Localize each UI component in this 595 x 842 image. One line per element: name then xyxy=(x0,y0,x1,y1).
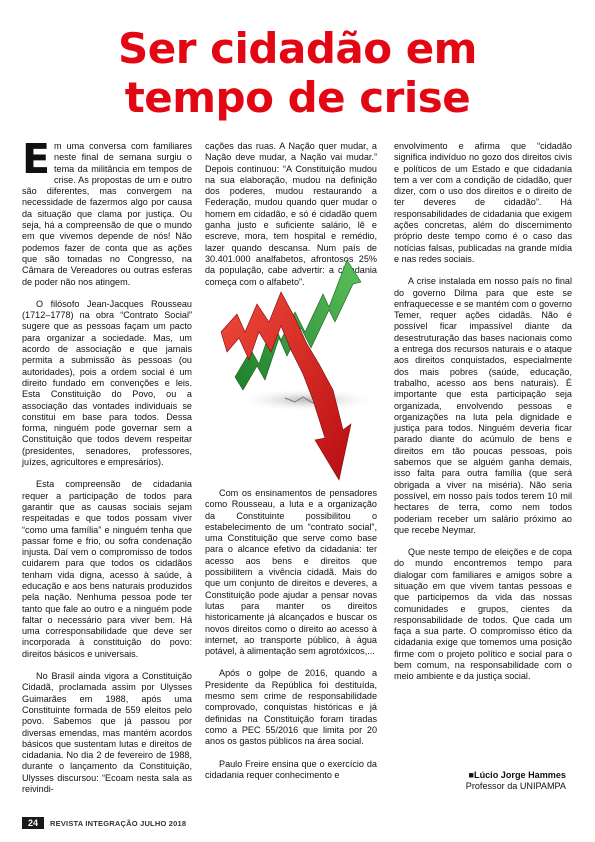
paragraph: A crise instalada em nosso país no final do governo Dilma para que este se enfraquecesse e se mantém com o governo Temer, requer ações cidadãs. Não é possível ficar impassível diante da desestruturação das bases nacionais como a entrega dos recursos naturais e o ataque aos direitos conquistados, especialmente dos mais pobres (saúde, educação, trabalho, acesso aos bens naturais). É importante que esta participação seja organizada, envolvendo pessoas e organizações na luta pela dignidade e justiça para todos. Ninguém deveria ficar parado diante do acúmulo de bens e direitos em tão poucas pessoas, pois sabemos que se alguém ganha demais, isso falta para outra família (que será obrigada a viver na miséria). Não seria possível, em nosso país todos terem 10 mil hectares de terra, como nem todos poderiam receber um salário próximo ao que recebe Neymar. xyxy=(394,276,572,535)
author-name: Lúcio Jorge Hammes xyxy=(474,770,566,780)
paragraph: envolvimento e afirma que “cidadão significa indivíduo no gozo dos direitos civis e políticos de um Estado e que cidadania tem a ver com a condição de cidadão, quer dizer, com o uso dos direitos e o direito de ter deveres de cidadão”. Há responsabilidades de cidadania que exigem ações concretas, além do discernimento próprio deste tempo como é o caso das notícias falsas, publicadas na grande mídia e nas redes sociais. xyxy=(394,141,572,264)
title-line-1: Ser cidadão em xyxy=(118,24,477,73)
article-column-2-continued xyxy=(205,488,377,792)
title-line-2: tempo de crise xyxy=(124,73,471,122)
page-number: 24 xyxy=(22,817,44,829)
paragraph: Esta compreensão de cidadania requer a participação de todos para garantir que as causas sociais sejam respeitadas e que todos possam viver “como uma família” e ninguém tenha que passar fome e frio, ou sofra condenação injusta. Daí vem o compromisso de todos cuidarem para que todos os cidadãos tenham vida digna, acesso à saúde, à educação e aos bens naturais produzidos pela nação. Nenhuma pessoa pode ter tanto que fale ao outro e a ninguém pode faltar o necessário para viver bem. Há uma corresponsabilidade que deve ser incorporada à constituição do povo: direitos básicos e universais. xyxy=(22,479,192,659)
arrow-shadow xyxy=(235,388,379,412)
author-signature xyxy=(394,770,566,793)
paragraph: Após o golpe de 2016, quando a Presidente da República foi destituída, mesmo sem crime de responsabilidade comprovado, conquistas históricas e já definidas na Constituição foram tiradas como a PEC 55/2016 que limita por 20 anos os gastos públicos na área social. xyxy=(205,668,377,747)
paragraph: Em uma conversa com familiares neste final de semana surgiu o tema da militância em tempos de crise. As propostas de um e outro são diferentes, mas convergem na necessidade de fazermos algo por causa da situação que clama por justiça. Ou seja, há a compreensão de que o mundo em que vivemos depende de nós! Não podemos fazer de conta que as ações que são tomadas no Congresso, na Câmara de Vereadores ou outras esferas de poder não nos atingem. xyxy=(22,135,192,287)
paragraph: No Brasil ainda vigora a Constituição Cidadã, proclamada assim por Ulysses Guimarães em 1988, após uma Constituinte formada de 559 eleitos pelo povo. Sabemos que já passou por diversas emendas, mas mantém acordos básicos que sustentam lutas e direitos de cidadania. No dia 2 de fevereiro de 1988, durante o lançamento da Constituição, Ulysses discursou: “Ecoam nesta sala as reivindi- xyxy=(22,671,192,795)
author-role: Professor da UNIPAMPA xyxy=(465,781,566,792)
paragraph: O filósofo Jean-Jacques Rousseau (1712–1778) na obra “Contrato Social” sugere que as pessoas façam um pacto para organizar a sociedade. Mas, um acordo de associação e que jamais permita a submissão às pessoas (ou autoridades), pois a ordem social é um direito fundado em convenções e leis. Esta Constituição do Povo, ou a associação das vontades individuais se constitui em base para todos. Dessa forma, ninguém pode governar sem a Constituição que todos devem respeitar (presidentes, senadores, professores, juízes, agricultores e empresários). xyxy=(22,298,192,468)
page-footer xyxy=(22,816,186,830)
paragraph: Que neste tempo de eleições e de copa do mundo encontremos tempo para dialogar com familiares e amigos sobre a situação em que vivem tantas pessoas e que participemos da vida das nossas comunidades e grupos, cientes da responsabilidade de todos. Que cada um faça a sua parte. O compromisso ético da cidadania exige que tomemos uma posição firme com o projeto político e social para o bem comum, na responsabilidade com o meio ambiente e da justiça social. xyxy=(394,547,572,682)
paragraph: Paulo Freire ensina que o exercício da cidadania requer conhecimento e xyxy=(205,758,377,780)
article-title xyxy=(0,24,595,122)
article-column-3 xyxy=(394,141,572,694)
drop-cap: E xyxy=(22,135,51,183)
paragraph: cações das ruas. A Nação quer mudar, a Nação deve mudar, a Nação vai mudar.” Depois continuou: “A Constituição mudou na sua elaboração, mudou na definição dos poderes, mudou restaurando a Federação, mudou quando quer mudar o homem em cidadão, e só é cidadão quem ganha justo e suficiente salário, lê e escreve, mora, tem hospital e remédio, lazer quando descansa. Num país de 30.401.000 analfabetos, afrontosos 25% da população, cabe advertir: a cidadania começa com o alfabeto”. xyxy=(205,141,377,287)
bullet-square-icon: ■ xyxy=(468,770,475,780)
paragraph: Com os ensinamentos de pensadores como Rousseau, a luta e a organização da Constituinte possibilitou o estabelecimento de um “contrato social”, uma Constituição que serve como base para o alcance efetivo da cidadania: ter acesso aos bens e direitos que possibilitem a vivência cidadã. Mais do que um conjunto de direitos e deveres, a Constituição pode ajudar a pensar novas lutas para manter os direitos historicamente já alcançados e buscar os novos direitos como o direito ao acesso à internet, ao transporte público, à água potável, à alimentação sem agrotóxicos,... xyxy=(205,488,377,657)
article-column-1 xyxy=(22,135,192,806)
crisis-arrows-illustration xyxy=(215,252,380,484)
publication-name: REVISTA INTEGRAÇÃO JULHO 2018 xyxy=(50,818,187,828)
